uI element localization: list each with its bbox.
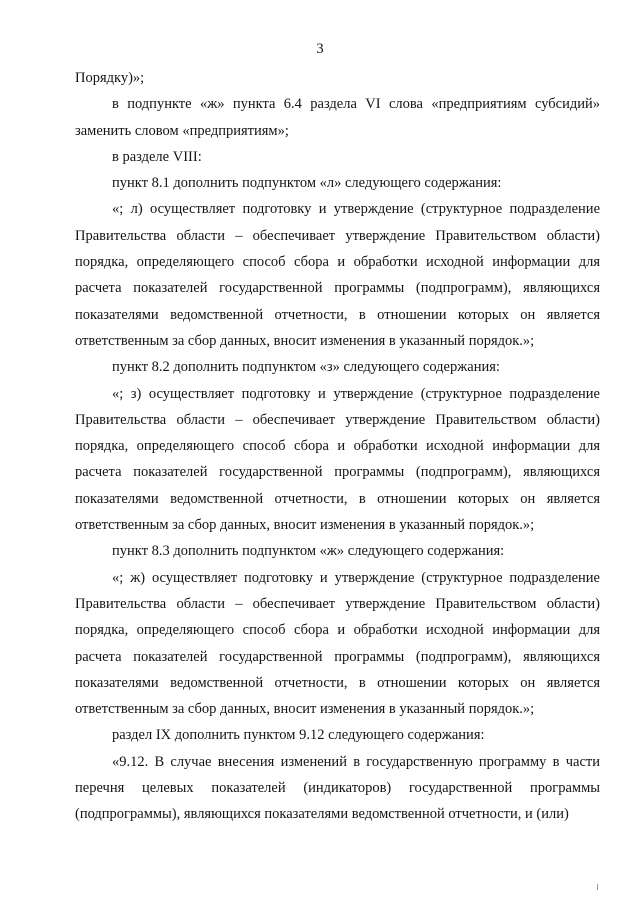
paragraph-item-8-3-intro: пункт 8.3 дополнить подпунктом «ж» следующего содержания:	[112, 543, 505, 560]
document-body	[75, 65, 600, 828]
paragraph-item-8-3-text: «; ж) осуществляет подготовку и утверждение (структурное подразделение Правительства области – обеспечивает утверждение Правительством области) порядка, определяющего способ сбора и обработки исходной информации для расчета показателей государственной программы (подпрограмм), являющихся показателями ведомственной отчетности, в отношении которых он является ответственным за сбор данных, вносит изменения в указанный порядок.»;	[75, 569, 600, 718]
paragraph-item-9-12-text: «9.12. В случае внесения изменений в государственную программу в части перечня целевых показателей (индикаторов) государственной программы (подпрограммы), являющихся показателями ведомственной отчетности, и (или)	[75, 753, 600, 823]
paragraph-section-ix-intro: раздел IX дополнить пунктом 9.12 следующего содержания:	[112, 727, 485, 744]
paragraph-item-8-1-text: «; л) осуществляет подготовку и утверждение (структурное подразделение Правительства области – обеспечивает утверждение Правительством области) порядка, определяющего способ сбора и обработки исходной информации для расчета показателей государственной программы (подпрограмм), являющихся показателями ведомственной отчетности, в отношении которых он является ответственным за сбор данных, вносит изменения в указанный порядок.»;	[75, 201, 600, 349]
paragraph-item-8-1-intro: пункт 8.1 дополнить подпунктом «л» следующего содержания:	[112, 175, 502, 192]
margin-mark	[597, 884, 598, 890]
paragraph-continuation: Порядку)»;	[75, 70, 145, 86]
page-number: 3	[316, 41, 324, 57]
paragraph-item-8-2-intro: пункт 8.2 дополнить подпунктом «з» следующего содержания:	[112, 359, 500, 376]
paragraph-section-viii-heading: в разделе VIII:	[112, 148, 202, 165]
paragraph-item-8-2-text: «; з) осуществляет подготовку и утверждение (структурное подразделение Правительства области – обеспечивает утверждение Правительством области) порядка, определяющего способ сбора и обработки исходной информации для расчета показателей государственной программы (подпрограмм), являющихся показателями ведомственной отчетности, в отношении которых он является ответственным за сбор данных, вносит изменения в указанный порядок.»;	[75, 385, 600, 534]
paragraph-section-vi-amendment: в подпункте «ж» пункта 6.4 раздела VI слова «предприятиям субсидий» заменить словом «предприятиям»;	[75, 96, 600, 139]
